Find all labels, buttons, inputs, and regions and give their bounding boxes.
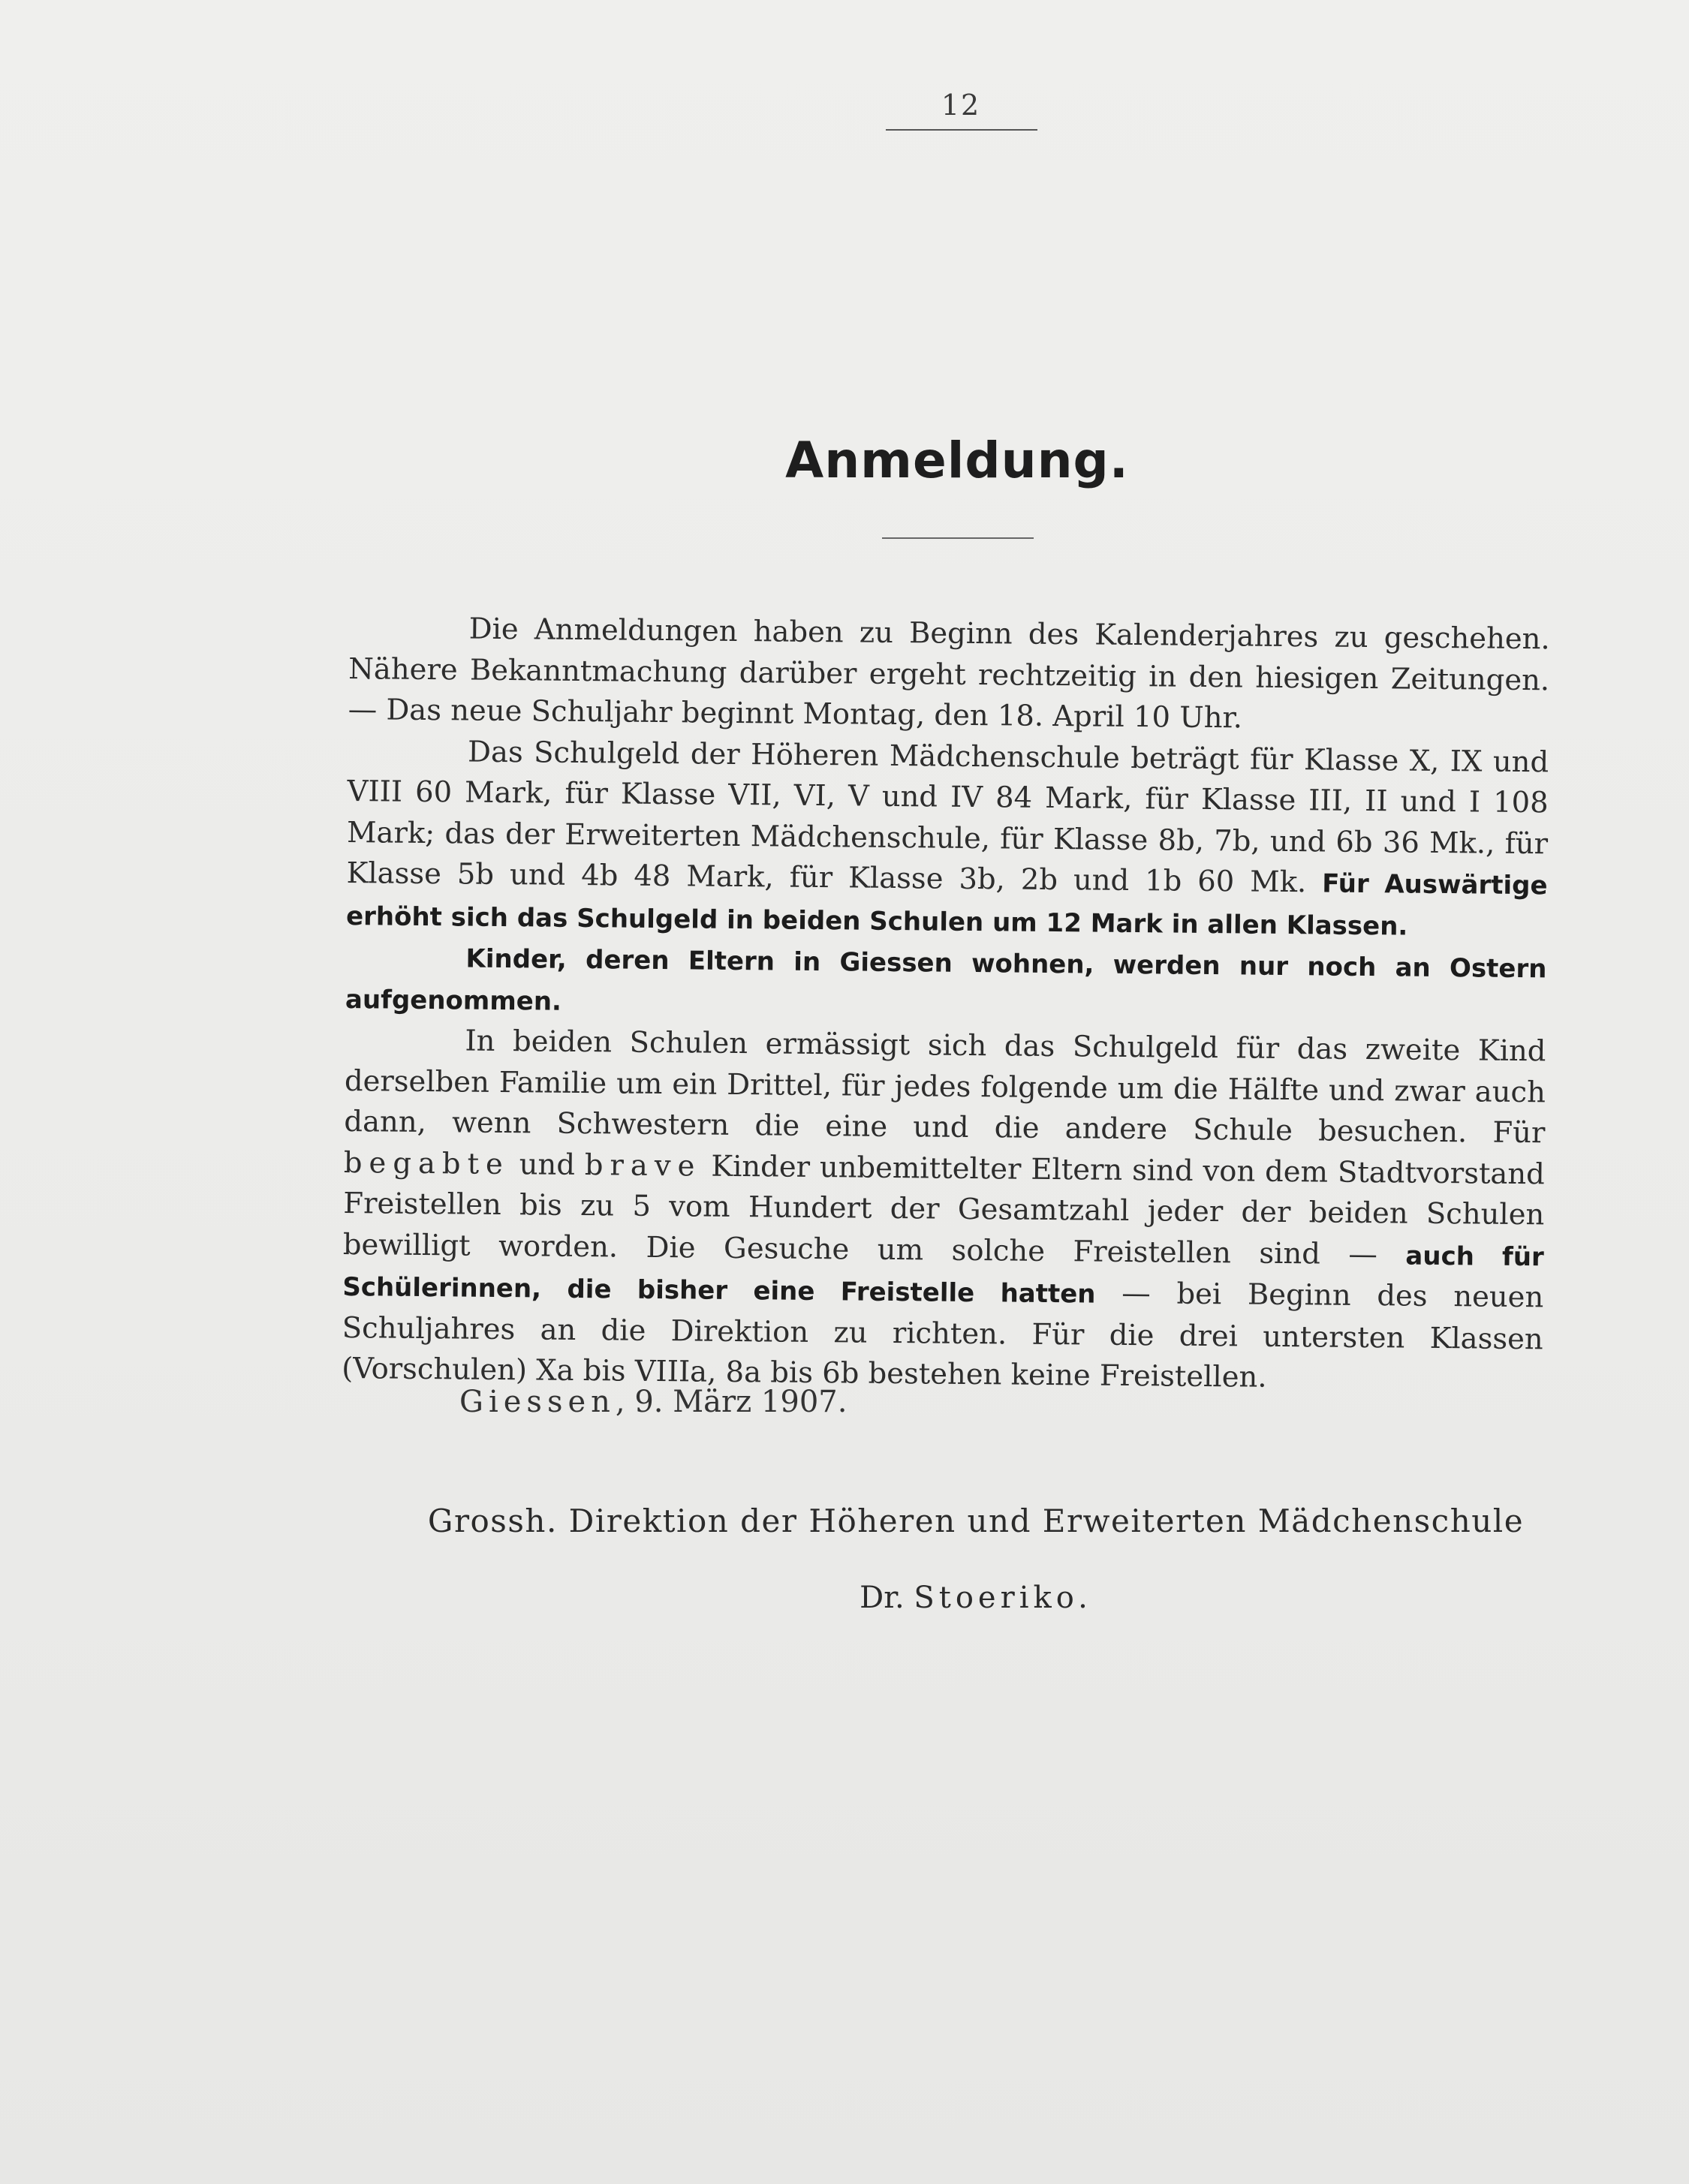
emphasis-text: Kinder, deren Eltern in Giessen wohnen, werden nur noch an Ostern aufgenommen. xyxy=(345,943,1547,1017)
emphasis-text: Für Auswärtige erhöht sich das Schulgeld in beiden Schulen um 12 Mark in allen Klassen. xyxy=(345,868,1548,942)
page-number: 12 xyxy=(941,89,981,122)
paragraph-text: und xyxy=(509,1147,586,1182)
paragraph-registration xyxy=(348,608,1549,742)
dateline-place: Giessen xyxy=(459,1385,616,1419)
document-heading: Anmeldung. xyxy=(785,432,1129,489)
heading-rule xyxy=(882,537,1034,539)
paragraph-text: Die Anmeldungen haben zu Beginn des Kalenderjahres zu geschehen. Nähere Bekanntmachung darüber ergeht rechtzeitig in den hiesigen Zeitungen. — Das neue Schuljahr beginnt Montag, den 18. April 10 Uhr. xyxy=(348,612,1550,736)
paragraph-fee-reduction xyxy=(342,1020,1546,1401)
signoff-organization: Grossh. Direktion der Höheren und Erweiterten Mädchenschule xyxy=(427,1503,1525,1539)
dateline-date: , 9. März 1907. xyxy=(615,1385,848,1419)
emphasis-text: auch für Schülerinnen, die bisher eine Freistelle hatten xyxy=(342,1241,1544,1310)
header-rule xyxy=(886,129,1037,131)
dateline xyxy=(459,1385,847,1419)
paragraph-school-fees xyxy=(346,730,1549,948)
paragraph-text: In beiden Schulen ermässigt sich das Schulgeld für das zweite Kind derselben Familie um ein Drittel, für jedes folgende um die Hälfte und zwar auch dann, wenn Schwestern die eine und die andere Schule besuchen. Für xyxy=(344,1024,1546,1151)
signatory-name: Stoeriko. xyxy=(914,1581,1092,1615)
paragraph-easter-admission xyxy=(345,937,1547,1031)
body-text xyxy=(342,608,1550,1401)
paragraph-text: Kinder unbemittelter Eltern sind von dem Stadtvorstand Freistellen bis zu 5 vom Hundert der Gesamtzahl jeder der beiden Schulen bewilligt worden. Die Gesuche um solche Freistellen sind — xyxy=(342,1149,1546,1272)
paragraph-text: — bei Beginn des neuen Schuljahres an die Direktion zu richten. Für die drei untersten Klassen (Vorschulen) Xa bis VIIIa, 8a bis 6b bestehen keine Freistellen. xyxy=(342,1276,1544,1394)
spaced-word: brave xyxy=(584,1148,702,1184)
signatory-title: Dr. xyxy=(860,1581,914,1615)
spaced-word: begabte xyxy=(343,1145,510,1181)
paragraph-text: Das Schulgeld der Höheren Mädchenschule beträgt für Klasse X, IX und VIII 60 Mark, für Klasse VII, VI, V und IV 84 Mark, für Klasse III, II und I 108 Mark; das der Erweiterten Mädchenschule, für Klasse 8b, 7b, und 6b 36 Mk., für Klasse 5b und 4b 48 Mark, für Klasse 3b, 2b und 1b 60 Mk. xyxy=(346,735,1549,900)
signoff-signatory xyxy=(788,1581,1164,1615)
